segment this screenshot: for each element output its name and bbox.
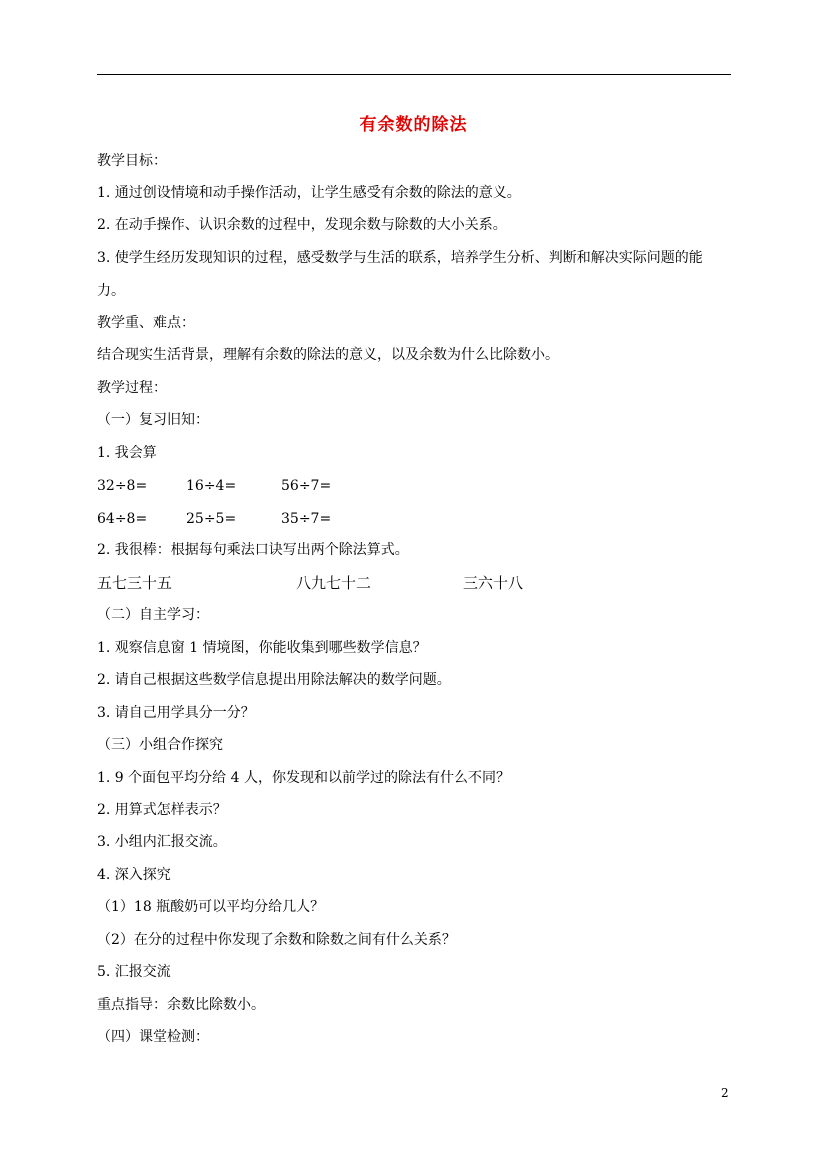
- calc-item: 56÷7=: [281, 478, 332, 494]
- calc-item: 25÷5=: [186, 511, 237, 527]
- self-study-heading: （二）自主学习：: [97, 607, 209, 623]
- group-5: 5. 汇报交流: [97, 964, 171, 980]
- header-rule: [97, 74, 731, 75]
- goal-1: 1. 通过创设情境和动手操作活动，让学生感受有余数的除法的意义。: [97, 185, 521, 201]
- multiplication-rhyme: 三六十八: [463, 574, 524, 592]
- review-heading: （一）复习旧知：: [97, 412, 209, 428]
- page-number: 2: [721, 1086, 729, 1100]
- awesome-task: 2. 我很棒：根据每句乘法口诀写出两个除法算式。: [97, 542, 409, 558]
- test-heading: （四）课堂检测：: [97, 1029, 209, 1045]
- self-study-3: 3. 请自己用学具分一分？: [97, 705, 255, 721]
- group-4: 4. 深入探究: [97, 867, 171, 883]
- multiplication-rhyme: 八九七十二: [296, 574, 372, 592]
- goal-2: 2. 在动手操作、认识余数的过程中，发现余数与除数的大小关系。: [97, 217, 507, 233]
- focus-guidance: 重点指导：余数比除数小。: [97, 997, 265, 1013]
- process-heading: 教学过程：: [97, 380, 167, 396]
- multiplication-rhyme: 五七三十五: [97, 574, 173, 592]
- calc-item: 35÷7=: [281, 511, 332, 527]
- key-points-heading: 教学重、难点：: [97, 315, 195, 331]
- group-heading: （三）小组合作探究: [97, 737, 223, 753]
- goals-heading: 教学目标：: [97, 153, 167, 169]
- goal-3-line-2: 力。: [97, 283, 125, 299]
- group-4-2: （2）在分的过程中你发现了余数和除数之间有什么关系？: [97, 932, 456, 948]
- self-study-1: 1. 观察信息窗 1 情境图，你能收集到哪些数学信息？: [97, 640, 427, 656]
- calc-item: 64÷8=: [97, 511, 148, 527]
- group-4-1: （1）18 瓶酸奶可以平均分给几人？: [97, 899, 325, 915]
- key-points-text: 结合现实生活背景，理解有余数的除法的意义，以及余数为什么比除数小。: [97, 347, 559, 363]
- calc-item: 32÷8=: [97, 478, 148, 494]
- calc-heading: 1. 我会算: [97, 445, 157, 461]
- group-1: 1. 9 个面包平均分给 4 人，你发现和以前学过的除法有什么不同？: [97, 770, 510, 786]
- document-title: 有余数的除法: [359, 115, 468, 135]
- goal-3-line-1: 3. 使学生经历发现知识的过程，感受数学与生活的联系，培养学生分析、判断和解决实际问题的能: [97, 250, 703, 266]
- self-study-2: 2. 请自己根据这些数学信息提出用除法解决的数学问题。: [97, 672, 451, 688]
- calc-item: 16÷4=: [186, 478, 237, 494]
- group-2: 2. 用算式怎样表示？: [97, 802, 227, 818]
- group-3: 3. 小组内汇报交流。: [97, 834, 227, 850]
